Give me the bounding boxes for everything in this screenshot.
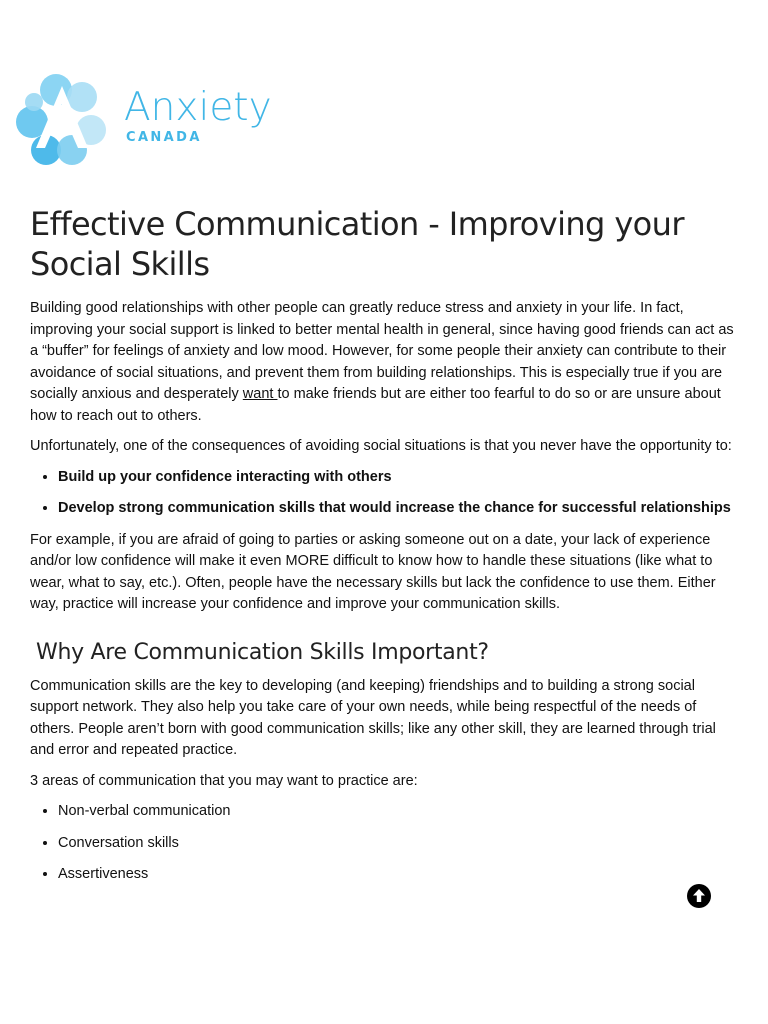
list-item: • Non-verbal communication [58, 801, 738, 823]
site-logo[interactable] [16, 70, 276, 170]
areas-list [30, 801, 738, 886]
list-item: • Assertiveness [58, 864, 738, 886]
arrow-up-circle-icon [687, 884, 711, 908]
intro-paragraph [30, 298, 738, 427]
example-paragraph: For example, if you are afraid of going to parties or asking someone out on a date, your lack of experience and/or low confidence will make it even MORE difficult to know how to handle these situations (like what to wear, what to say, etc.). Often, people have the necessary skills but lack the confidence to use them. Either way, practice will increase your confidence and improve your communication skills. [30, 531, 716, 612]
skills-paragraph: Communication skills are the key to developing (and keeping) friendships and to building a strong social support network. They also help you take care of your own needs, while being respectful of the needs of others. People aren’t born with good communication skills; like any other skill, they are learned through trial and error and repeated practice. [30, 677, 716, 758]
anxiety-canada-logo-icon [16, 70, 110, 170]
opportunity-list [30, 467, 738, 520]
article [30, 204, 738, 896]
areas-intro-paragraph: 3 areas of communication that you may want to practice are: [30, 772, 418, 789]
emphasis-want: want [242, 386, 278, 402]
section-heading: Why Are Communication Skills Important? [36, 639, 489, 665]
logo-subtitle: CANADA [126, 130, 202, 145]
consequences-paragraph: Unfortunately, one of the consequences of avoiding social situations is that you never have the opportunity to: [30, 438, 732, 454]
logo-wordmark: Anxiety [124, 85, 272, 130]
list-item: • Develop strong communication skills that would increase the chance for successful relationships [58, 498, 738, 520]
intro-text-start: Building good relationships with other people can greatly reduce stress and anxiety in your life. In fact, improving your social support is linked to better mental health in general, since having good friends can act as a “buffer” for feelings of anxiety and low mood. However, for some people their anxiety can contribute to their avoidance of social situations, and prevent them from building relationships. This is especially true if you are socially anxious and desperately [30, 300, 734, 402]
scroll-to-top-button[interactable] [687, 884, 711, 908]
list-item: • Conversation skills [58, 833, 738, 855]
list-item: • Build up your confidence interacting with others [58, 467, 738, 489]
page-title: Effective Communication - Improving your Social Skills [30, 205, 684, 283]
intro-text-end: to make friends but are either too fearful to do so or are unsure about how to reach out to others. [30, 386, 721, 424]
